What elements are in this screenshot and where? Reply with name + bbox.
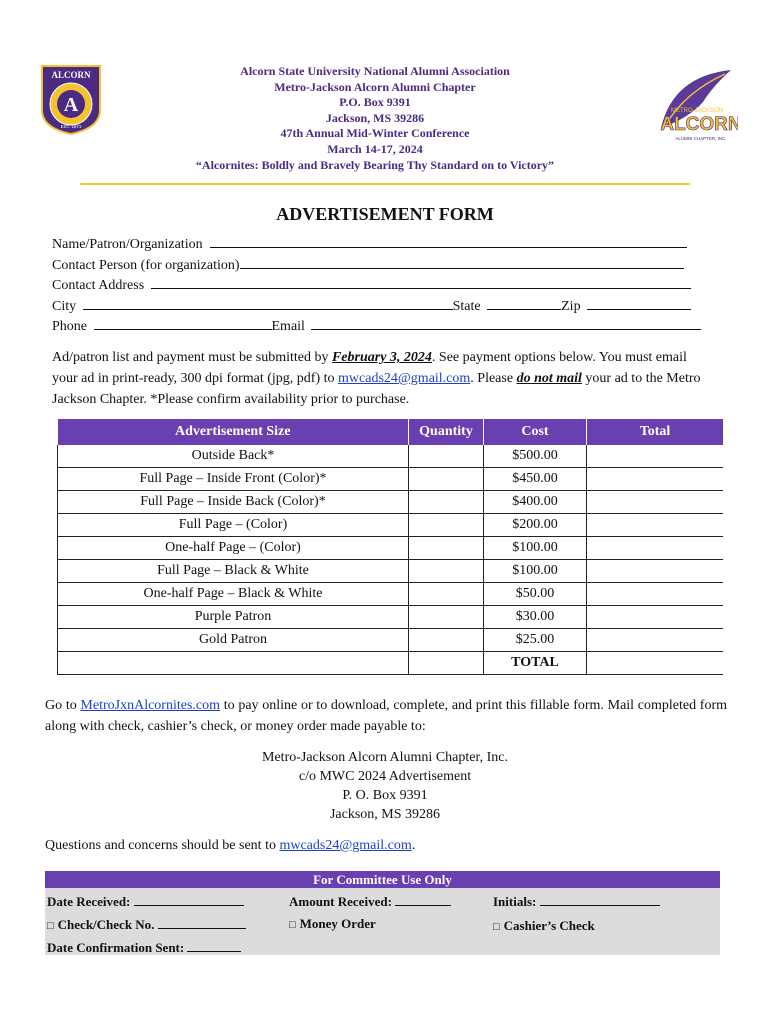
quantity-cell[interactable] <box>409 606 484 629</box>
logo-sub-text: ALUMNI CHAPTER, INC. <box>675 136 727 141</box>
website-link[interactable]: MetroJxnAlcornites.com <box>80 698 221 713</box>
contact-address-row <box>52 276 691 296</box>
header-quantity: Quantity <box>409 419 484 445</box>
form-title: ADVERTISEMENT FORM <box>276 204 494 224</box>
total-cell[interactable] <box>587 537 724 560</box>
header-line-theme: “Alcornites: Boldly and Bravely Bearing Thy Standard on to Victory” <box>195 157 555 172</box>
table-row <box>58 606 724 629</box>
table-row <box>58 583 724 606</box>
crest-letter: A <box>63 94 79 116</box>
header-block <box>150 64 600 173</box>
instructions-text-3: . Please <box>470 371 517 386</box>
cost-cell: $30.00 <box>484 606 587 629</box>
total-cell[interactable] <box>587 491 724 514</box>
cost-cell: $100.00 <box>484 560 587 583</box>
cost-cell: $450.00 <box>484 468 587 491</box>
cashiers-check-label: Cashier’s Check <box>503 918 595 933</box>
total-cell[interactable] <box>587 629 724 652</box>
table-row <box>58 468 724 491</box>
ad-size-cell: One-half Page – (Color) <box>58 537 409 560</box>
address-line-3: P. O. Box 9391 <box>342 788 428 803</box>
committee-body <box>45 888 720 955</box>
email-input-line[interactable] <box>311 317 701 330</box>
cost-cell: $50.00 <box>484 583 587 606</box>
total-cell[interactable] <box>587 445 724 468</box>
money-order-field <box>289 916 376 932</box>
instructions-text-1: Ad/patron list and payment must be submitted by <box>52 350 332 365</box>
table-row <box>58 491 724 514</box>
table-row <box>58 560 724 583</box>
address-line-4: Jackson, MS 39286 <box>329 807 441 822</box>
city-label: City <box>52 299 77 314</box>
total-cell[interactable] <box>587 514 724 537</box>
ad-email-link[interactable]: mwcads24@gmail.com <box>338 371 471 386</box>
quantity-cell[interactable] <box>409 514 484 537</box>
header-line-dates: March 14-17, 2024 <box>327 141 423 156</box>
header-ad-size: Advertisement Size <box>58 419 409 445</box>
header-cost: Cost <box>484 419 587 445</box>
questions-email-link[interactable]: mwcads24@gmail.com <box>279 838 412 853</box>
quantity-cell[interactable] <box>409 468 484 491</box>
quantity-cell[interactable] <box>409 629 484 652</box>
date-received-line[interactable] <box>134 893 244 906</box>
logo-small-text: METRO-JACKSON <box>670 108 724 114</box>
header-line-conference: 47th Annual Mid-Winter Conference <box>280 126 470 141</box>
do-not-mail-text: do not mail <box>516 371 582 386</box>
table-row <box>58 537 724 560</box>
header-line-pobox: P.O. Box 9391 <box>339 95 411 110</box>
questions-text: Questions and concerns should be sent to <box>45 838 280 853</box>
payment-text-1: Go to <box>45 698 81 713</box>
quantity-cell[interactable] <box>409 445 484 468</box>
ad-size-cell: Full Page – Black & White <box>58 560 409 583</box>
blank-cell <box>58 652 409 675</box>
cost-cell: $100.00 <box>484 537 587 560</box>
contact-person-label: Contact Person (for organization) <box>52 258 240 273</box>
payment-instructions <box>45 695 727 737</box>
amount-received-label: Amount Received: <box>289 894 392 909</box>
ad-size-cell: Full Page – Inside Front (Color)* <box>58 468 409 491</box>
metro-jackson-chapter-logo <box>653 66 738 144</box>
grand-total-cell[interactable] <box>587 652 724 675</box>
date-confirmation-field <box>47 939 241 956</box>
check-no-field <box>47 916 246 933</box>
checkbox-icon[interactable]: □ <box>47 920 54 932</box>
ad-size-cell: Full Page – (Color) <box>58 514 409 537</box>
date-confirmation-line[interactable] <box>187 939 241 952</box>
committee-title: For Committee Use Only <box>45 871 720 888</box>
header-line-association: Alcorn State University National Alumni Association <box>240 64 510 78</box>
contact-address-input-line[interactable] <box>151 276 691 289</box>
table-total-row <box>58 652 724 675</box>
table-row <box>58 445 724 468</box>
city-input-line[interactable] <box>83 297 453 310</box>
advertisement-table <box>57 419 723 675</box>
city-state-zip-row <box>52 297 691 317</box>
contact-address-label: Contact Address <box>52 278 145 293</box>
total-label: TOTAL <box>484 652 587 675</box>
state-input-line[interactable] <box>487 297 561 310</box>
crest-year: EST. 1871 <box>60 124 82 129</box>
cost-cell: $200.00 <box>484 514 587 537</box>
ad-size-cell: Full Page – Inside Back (Color)* <box>58 491 409 514</box>
name-label: Name/Patron/Organization <box>52 237 203 252</box>
phone-email-row <box>52 317 701 337</box>
instructions-text-4: your ad to the Metro Jackson Chapter. *Please confirm availability prior to purchase. <box>52 371 701 407</box>
quantity-cell[interactable] <box>409 560 484 583</box>
crest-top-text: ALCORN <box>51 70 91 80</box>
submission-instructions <box>52 347 712 410</box>
cashiers-check-field <box>493 918 595 934</box>
contact-person-row <box>52 256 684 276</box>
committee-use-box <box>45 871 720 955</box>
mailing-address <box>0 748 770 824</box>
check-no-line[interactable] <box>158 916 246 929</box>
instructions-text-2: . See payment options below. You must email your ad in print-ready, 300 dpi format (jpg, pdf) to <box>52 350 687 386</box>
initials-label: Initials: <box>493 894 537 909</box>
amount-received-field <box>289 893 451 910</box>
table-header-row <box>58 419 724 445</box>
total-cell[interactable] <box>587 560 724 583</box>
zip-input-line[interactable] <box>587 297 691 310</box>
payment-text-2: to pay online or to download, complete, and print this fillable form. Mail completed form along with check, cashier’s check, or money order made payable to: <box>45 698 728 734</box>
questions-line <box>45 838 415 854</box>
cost-cell: $500.00 <box>484 445 587 468</box>
phone-input-line[interactable] <box>94 317 272 330</box>
state-label: State <box>452 299 481 314</box>
quantity-cell[interactable] <box>409 583 484 606</box>
date-received-field <box>47 893 244 910</box>
header-line-city: Jackson, MS 39286 <box>325 110 425 125</box>
ad-size-cell: Gold Patron <box>58 629 409 652</box>
amount-received-line[interactable] <box>395 893 451 906</box>
ad-size-cell: Outside Back* <box>58 445 409 468</box>
questions-period: . <box>411 838 416 853</box>
phone-label: Phone <box>52 319 87 334</box>
table-row <box>58 514 724 537</box>
zip-label: Zip <box>561 299 581 314</box>
money-order-label: Money Order <box>299 916 376 931</box>
total-cell[interactable] <box>587 583 724 606</box>
cost-cell: $400.00 <box>484 491 587 514</box>
total-cell[interactable] <box>587 606 724 629</box>
contact-person-input-line[interactable] <box>240 256 684 269</box>
table-row <box>58 629 724 652</box>
checkbox-icon[interactable]: □ <box>493 921 500 933</box>
date-received-label: Date Received: <box>47 894 131 909</box>
email-label: Email <box>271 319 305 334</box>
quantity-cell[interactable] <box>409 537 484 560</box>
logo-big-text: ALCORN <box>660 114 738 135</box>
name-input-line[interactable] <box>210 235 687 248</box>
quantity-cell[interactable] <box>409 491 484 514</box>
header-divider <box>80 183 690 185</box>
header-total: Total <box>587 419 724 445</box>
total-cell[interactable] <box>587 468 724 491</box>
check-no-label: Check/Check No. <box>57 917 155 932</box>
cost-cell: $25.00 <box>484 629 587 652</box>
blank-cell <box>409 652 484 675</box>
address-line-1: Metro-Jackson Alcorn Alumni Chapter, Inc. <box>262 750 508 765</box>
date-confirmation-label: Date Confirmation Sent: <box>47 940 185 955</box>
ad-size-cell: Purple Patron <box>58 606 409 629</box>
alcorn-crest-logo <box>40 64 102 136</box>
ad-size-cell: One-half Page – Black & White <box>58 583 409 606</box>
initials-line[interactable] <box>540 893 660 906</box>
address-line-2: c/o MWC 2024 Advertisement <box>298 769 472 784</box>
initials-field <box>493 893 660 910</box>
name-field-row <box>52 235 687 255</box>
header-line-chapter: Metro-Jackson Alcorn Alumni Chapter <box>274 79 476 94</box>
checkbox-icon[interactable]: □ <box>289 919 296 931</box>
deadline-date: February 3, 2024 <box>331 350 432 365</box>
